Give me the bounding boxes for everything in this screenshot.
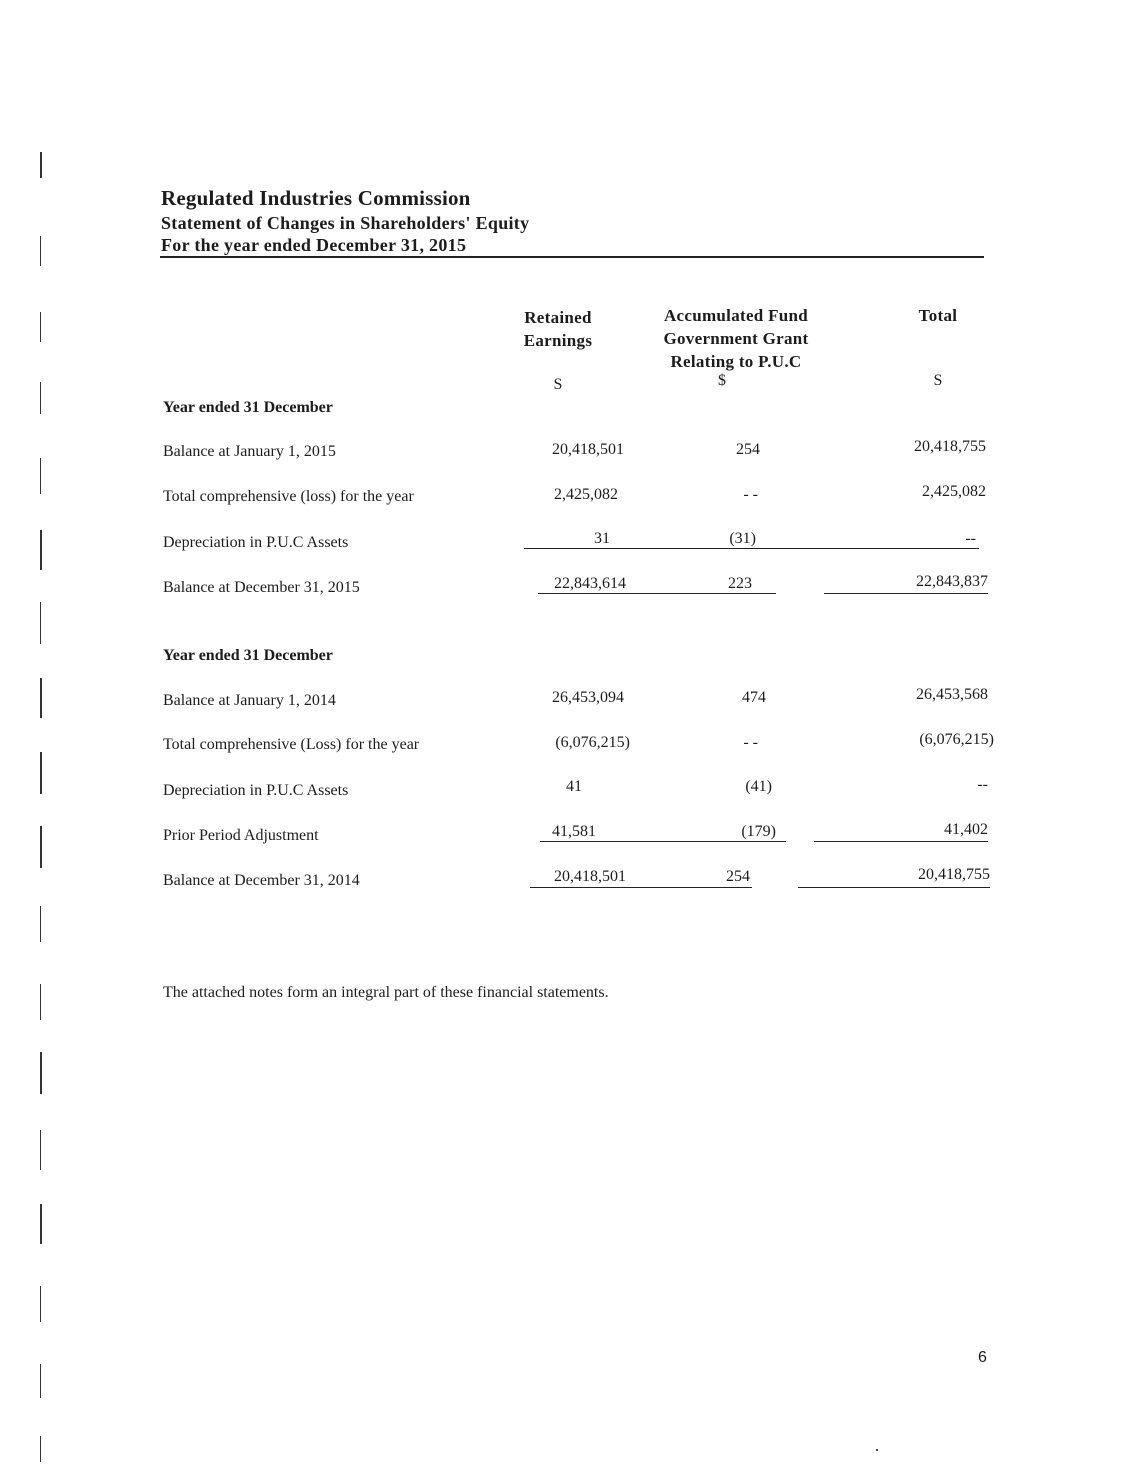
subtotal-rule	[814, 841, 988, 842]
row-label: Balance at January 1, 2014	[163, 692, 336, 709]
statement-period: For the year ended December 31, 2015	[161, 235, 467, 255]
scan-artifact	[40, 1052, 42, 1094]
cell-grant: (31)	[729, 530, 756, 547]
scan-artifact	[40, 906, 41, 942]
statement-title: Statement of Changes in Shareholders' Equity	[161, 213, 530, 233]
row-label: Balance at December 31, 2015	[163, 579, 360, 596]
cell-grant: 254	[726, 868, 750, 885]
total-rule	[798, 887, 990, 888]
scan-artifact	[40, 382, 41, 414]
row-label: Prior Period Adjustment	[163, 827, 319, 844]
cell-grant: 254	[736, 441, 760, 458]
cell-grant: (41)	[745, 778, 772, 795]
header-rule	[160, 256, 984, 258]
scan-artifact	[40, 312, 41, 342]
scan-artifact	[876, 1449, 878, 1451]
total-rule	[538, 593, 776, 594]
scan-artifact	[40, 1364, 41, 1398]
column-header-grant: Accumulated Fund Government Grant Relating to P.U.C	[663, 306, 809, 371]
scan-artifact	[40, 530, 42, 570]
column-header-retained-earnings: Retained Earnings	[523, 308, 593, 350]
row-label: Depreciation in P.U.C Assets	[163, 782, 349, 799]
cell-total: 22,843,837	[916, 573, 988, 590]
cell-total: 26,453,568	[916, 686, 988, 703]
total-rule	[824, 593, 988, 594]
row-label: Total comprehensive (Loss) for the year	[163, 736, 420, 753]
scan-artifact	[40, 1436, 41, 1462]
section-heading: Year ended 31 December	[163, 647, 333, 664]
cell-retained: 31	[594, 530, 610, 547]
scan-artifact	[40, 602, 41, 644]
cell-retained: 20,418,501	[554, 868, 626, 885]
currency-grant: $	[718, 372, 726, 389]
subtotal-rule	[540, 841, 786, 842]
row-label: Depreciation in P.U.C Assets	[163, 534, 349, 551]
cell-total: 2,425,082	[922, 483, 986, 500]
scan-artifact	[40, 826, 42, 868]
column-header-total: Total	[918, 306, 958, 325]
cell-retained: (6,076,215)	[555, 734, 630, 751]
scan-artifact	[40, 458, 41, 494]
currency-total: S	[933, 372, 943, 389]
cell-retained: 41	[566, 778, 582, 795]
scan-artifact	[40, 1286, 41, 1322]
subtotal-rule	[524, 548, 979, 549]
cell-total: --	[965, 530, 976, 547]
cell-grant: - -	[743, 486, 758, 503]
cell-retained: 22,843,614	[554, 575, 626, 592]
page-number: 6	[978, 1349, 987, 1366]
scan-artifact	[40, 1204, 42, 1244]
organization-name: Regulated Industries Commission	[161, 186, 471, 210]
scan-artifact	[40, 152, 42, 178]
cell-grant: (179)	[741, 823, 776, 840]
row-label: Balance at January 1, 2015	[163, 443, 336, 460]
row-label: Total comprehensive (loss) for the year	[163, 488, 414, 505]
cell-total: 20,418,755	[918, 866, 990, 883]
cell-grant: 474	[742, 689, 766, 706]
row-label: Balance at December 31, 2014	[163, 872, 360, 889]
scan-artifact	[40, 1130, 41, 1170]
footer-note: The attached notes form an integral part of these financial statements.	[163, 984, 609, 1001]
scan-artifact	[40, 678, 42, 718]
cell-retained: 26,453,094	[552, 689, 624, 706]
cell-retained: 41,581	[552, 823, 596, 840]
cell-grant: 223	[728, 575, 752, 592]
total-rule	[530, 887, 752, 888]
scan-artifact	[40, 752, 42, 794]
scan-artifact	[40, 236, 41, 266]
cell-retained: 2,425,082	[554, 486, 618, 503]
cell-total: --	[977, 776, 988, 793]
statement-header	[161, 186, 529, 256]
scan-artifact	[40, 984, 41, 1020]
cell-grant: - -	[743, 734, 758, 751]
section-heading: Year ended 31 December	[163, 399, 333, 416]
cell-total: (6,076,215)	[919, 731, 994, 748]
cell-retained: 20,418,501	[552, 441, 624, 458]
cell-total: 41,402	[944, 821, 988, 838]
currency-retained: S	[553, 376, 563, 393]
cell-total: 20,418,755	[914, 438, 986, 455]
